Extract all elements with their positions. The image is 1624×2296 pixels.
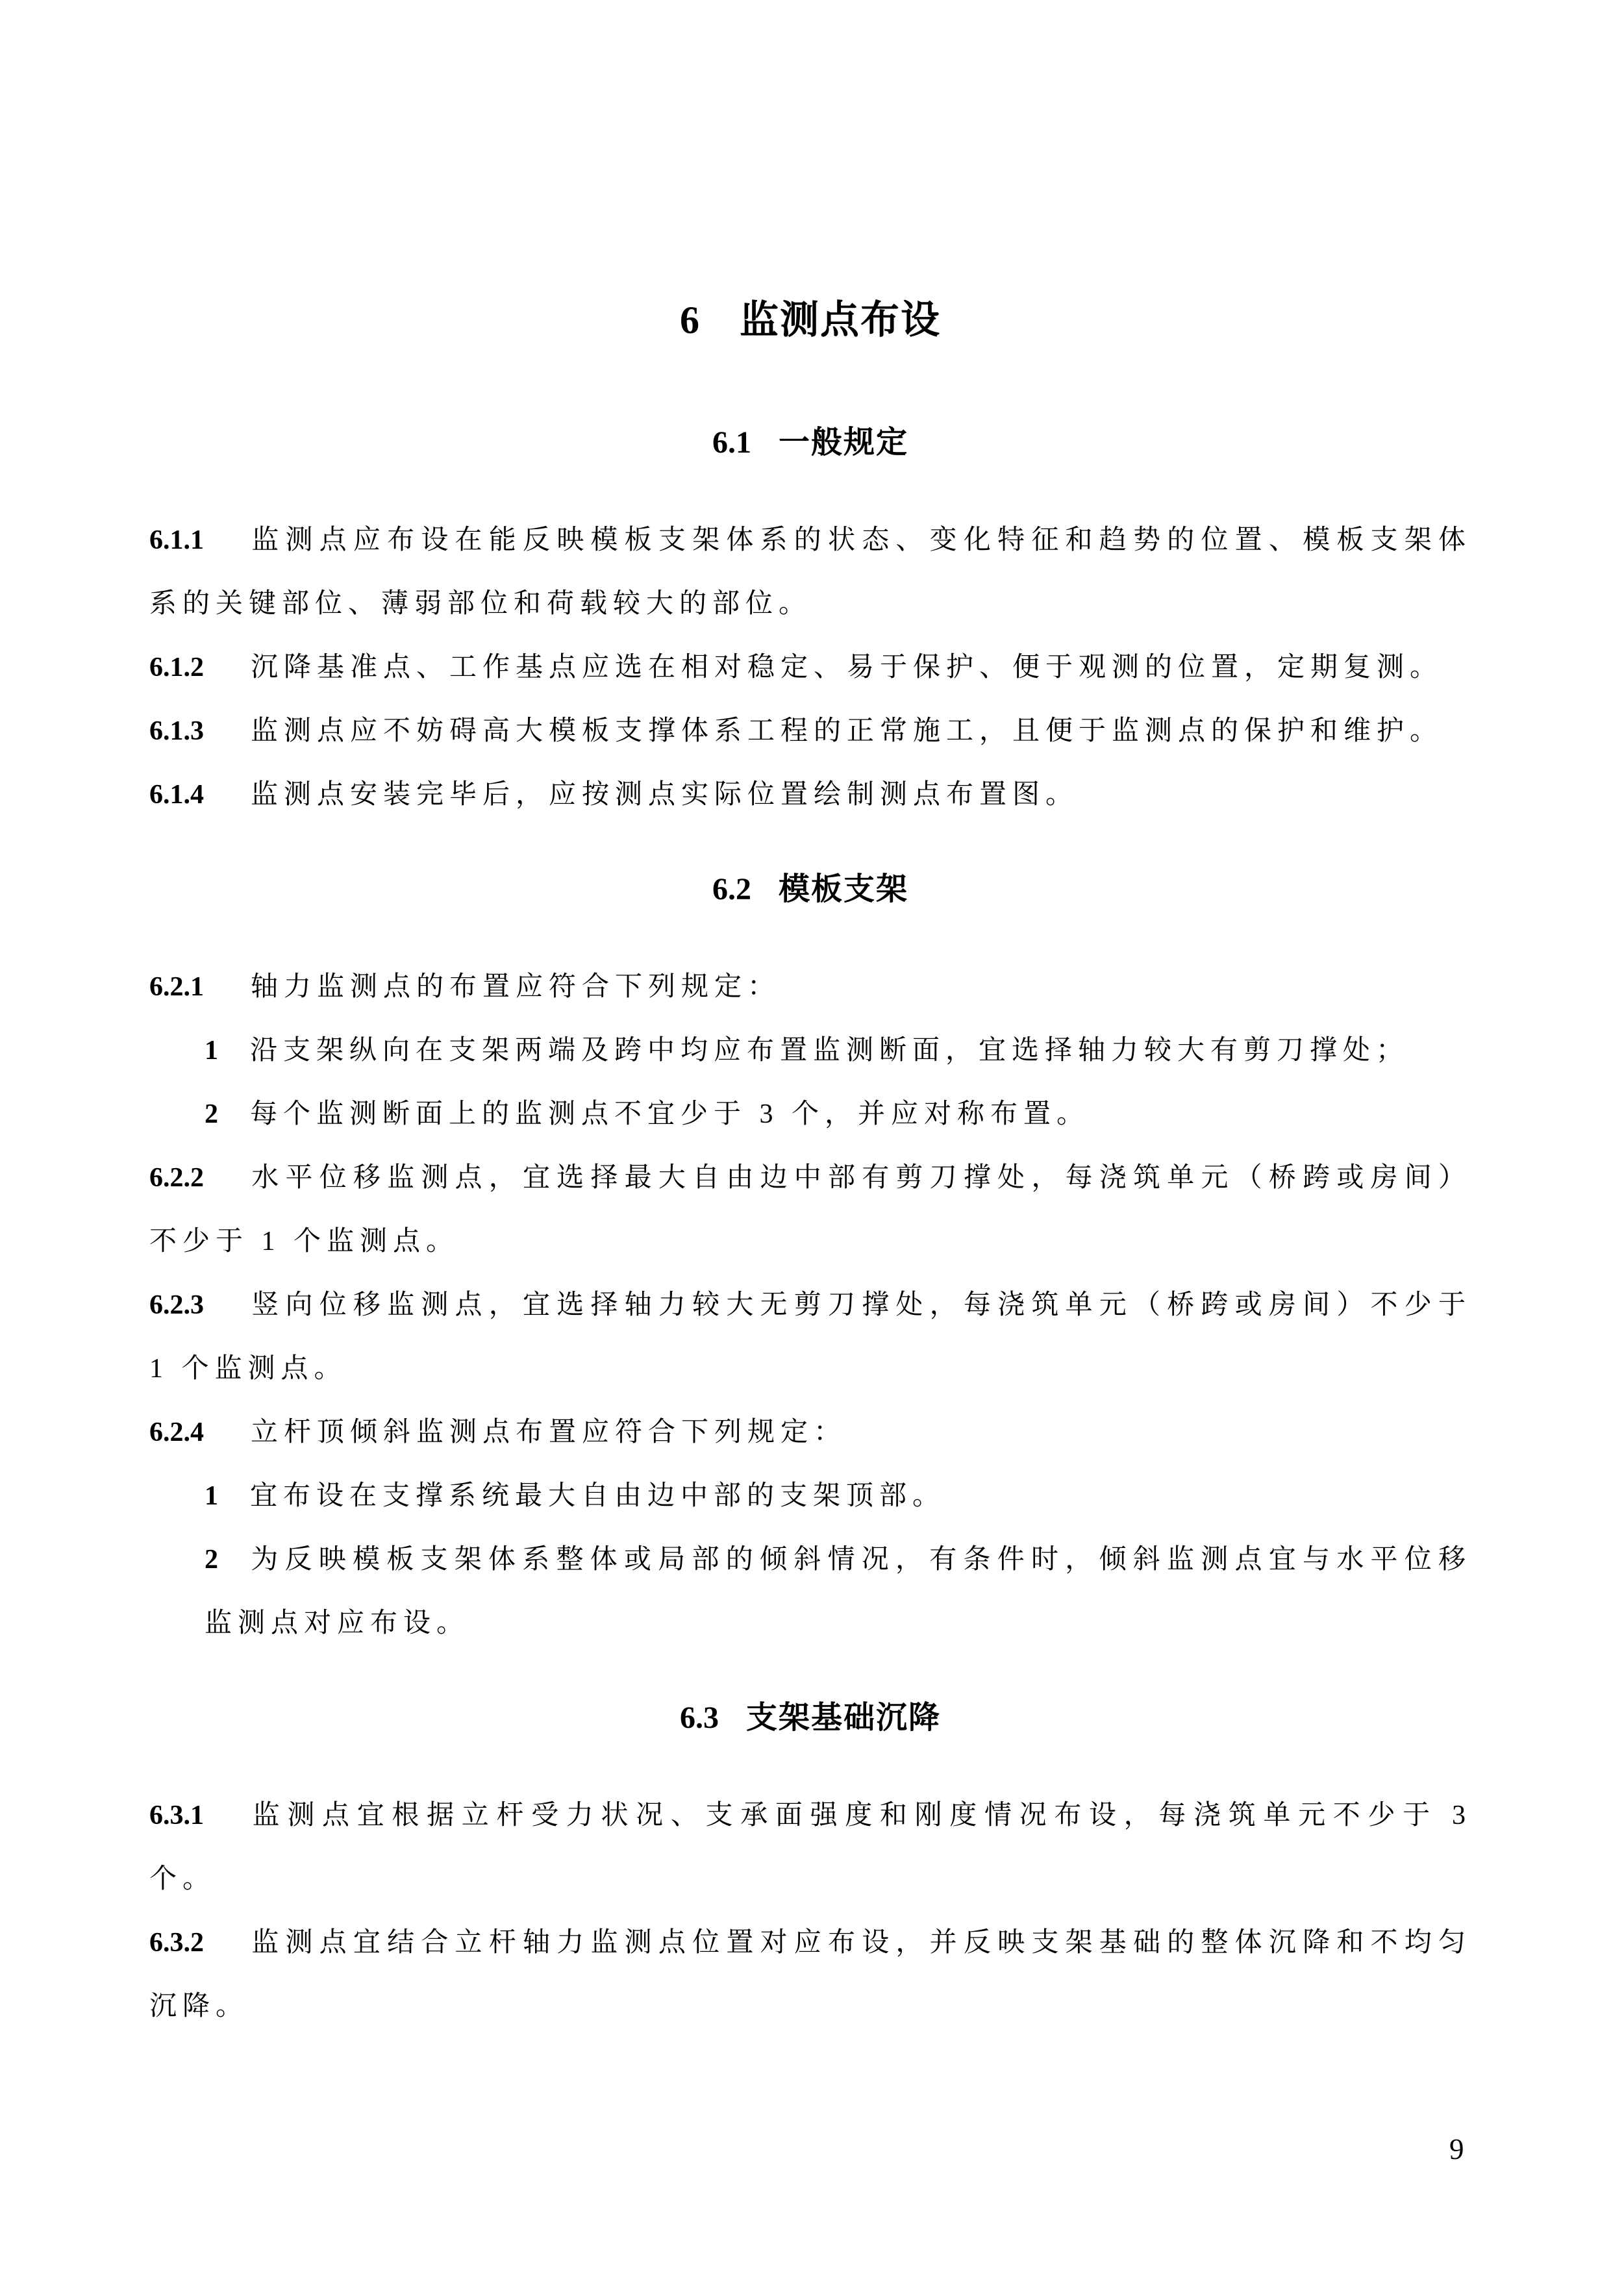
clause-number: 6.2.3: [149, 1290, 204, 1320]
clause-text: 竖向位移监测点，宜选择轴力较大无剪刀撑处，每浇筑单元（桥跨或房间）不少于 1 个监测点。: [149, 1290, 1471, 1384]
subitem-text: 每个监测断面上的监测点不宜少于 3 个，并应对称布置。: [250, 1099, 1090, 1129]
clause-number: 6.1.3: [149, 716, 204, 746]
clause-subitem: [149, 1019, 1471, 1082]
chapter-number: 6: [680, 299, 699, 342]
subitem-text: 宜布设在支撑系统最大自由边中部的支架顶部。: [250, 1481, 946, 1511]
sections-container: [149, 411, 1471, 2038]
clause-text: 监测点宜根据立杆受力状况、支承面强度和刚度情况布设，每浇筑单元不少于 3 个。: [149, 1801, 1471, 1894]
subitem-number: 2: [205, 1545, 218, 1575]
section-number: 6.3: [679, 1701, 719, 1735]
clause-number: 6.3.1: [149, 1801, 204, 1830]
section-heading: [149, 411, 1471, 475]
clause-text: 水平位移监测点，宜选择最大自由边中部有剪刀撑处，每浇筑单元（桥跨或房间）不少于 1 个监测点。: [149, 1163, 1471, 1256]
clause-number: 6.1.4: [149, 780, 204, 810]
clause-text: 监测点安装完毕后，应按测点实际位置绘制测点布置图。: [251, 780, 1079, 810]
clause-paragraph: [149, 1146, 1471, 1273]
section: [149, 858, 1471, 1655]
section-number: 6.1: [712, 425, 751, 460]
chapter-title: [149, 288, 1471, 352]
clause-number: 6.2.2: [149, 1163, 204, 1193]
subitem-number: 2: [205, 1099, 218, 1129]
clause-number: 6.3.2: [149, 1928, 204, 1958]
clause-paragraph: [149, 763, 1471, 827]
clause-number: 6.1.2: [149, 653, 204, 682]
clause-number: 6.1.1: [149, 525, 204, 555]
clause-paragraph: [149, 1784, 1471, 1911]
clause-paragraph: [149, 699, 1471, 763]
clause-text: 立杆顶倾斜监测点布置应符合下列规定：: [251, 1417, 847, 1447]
subitem-number: 1: [205, 1481, 218, 1511]
section-number: 6.2: [712, 872, 751, 906]
clause-subitem: [149, 1528, 1471, 1655]
subitem-number: 1: [205, 1036, 218, 1066]
clause-text: 监测点应不妨碍高大模板支撑体系工程的正常施工，且便于监测点的保护和维护。: [251, 716, 1443, 746]
clause-paragraph: [149, 1401, 1471, 1464]
clause-subitem: [149, 1464, 1471, 1528]
clause-text: 沉降基准点、工作基点应选在相对稳定、易于保护、便于观测的位置，定期复测。: [251, 653, 1443, 682]
section-heading: [149, 858, 1471, 921]
clause-paragraph: [149, 508, 1471, 636]
subitem-text: 为反映模板支架体系整体或局部的倾斜情况，有条件时，倾斜监测点宜与水平位移监测点对应布设。: [205, 1545, 1471, 1638]
section-heading: [149, 1686, 1471, 1750]
page-content: [0, 288, 1624, 2038]
section-title: 模板支架: [778, 872, 908, 906]
subitem-text: 沿支架纵向在支架两端及跨中均应布置监测断面，宜选择轴力较大有剪刀撑处；: [250, 1036, 1410, 1066]
clause-number: 6.2.1: [149, 972, 204, 1002]
section: [149, 1686, 1471, 2038]
clause-paragraph: [149, 1911, 1471, 2038]
clause-text: 监测点宜结合立杆轴力监测点位置对应布设，并反映支架基础的整体沉降和不均匀沉降。: [149, 1928, 1471, 2021]
clause-paragraph: [149, 636, 1471, 699]
chapter-title-text: 监测点布设: [740, 299, 941, 342]
section-title: 一般规定: [778, 425, 908, 460]
section: [149, 411, 1471, 827]
clause-paragraph: [149, 955, 1471, 1019]
clause-subitem: [149, 1082, 1471, 1146]
clause-text: 轴力监测点的布置应符合下列规定：: [251, 972, 781, 1002]
page-number: 9: [1449, 2133, 1464, 2165]
clause-number: 6.2.4: [149, 1417, 204, 1447]
clause-text: 监测点应布设在能反映模板支架体系的状态、变化特征和趋势的位置、模板支架体系的关键部位、薄弱部位和荷载较大的部位。: [149, 525, 1471, 619]
section-title: 支架基础沉降: [745, 1701, 941, 1735]
clause-paragraph: [149, 1273, 1471, 1401]
